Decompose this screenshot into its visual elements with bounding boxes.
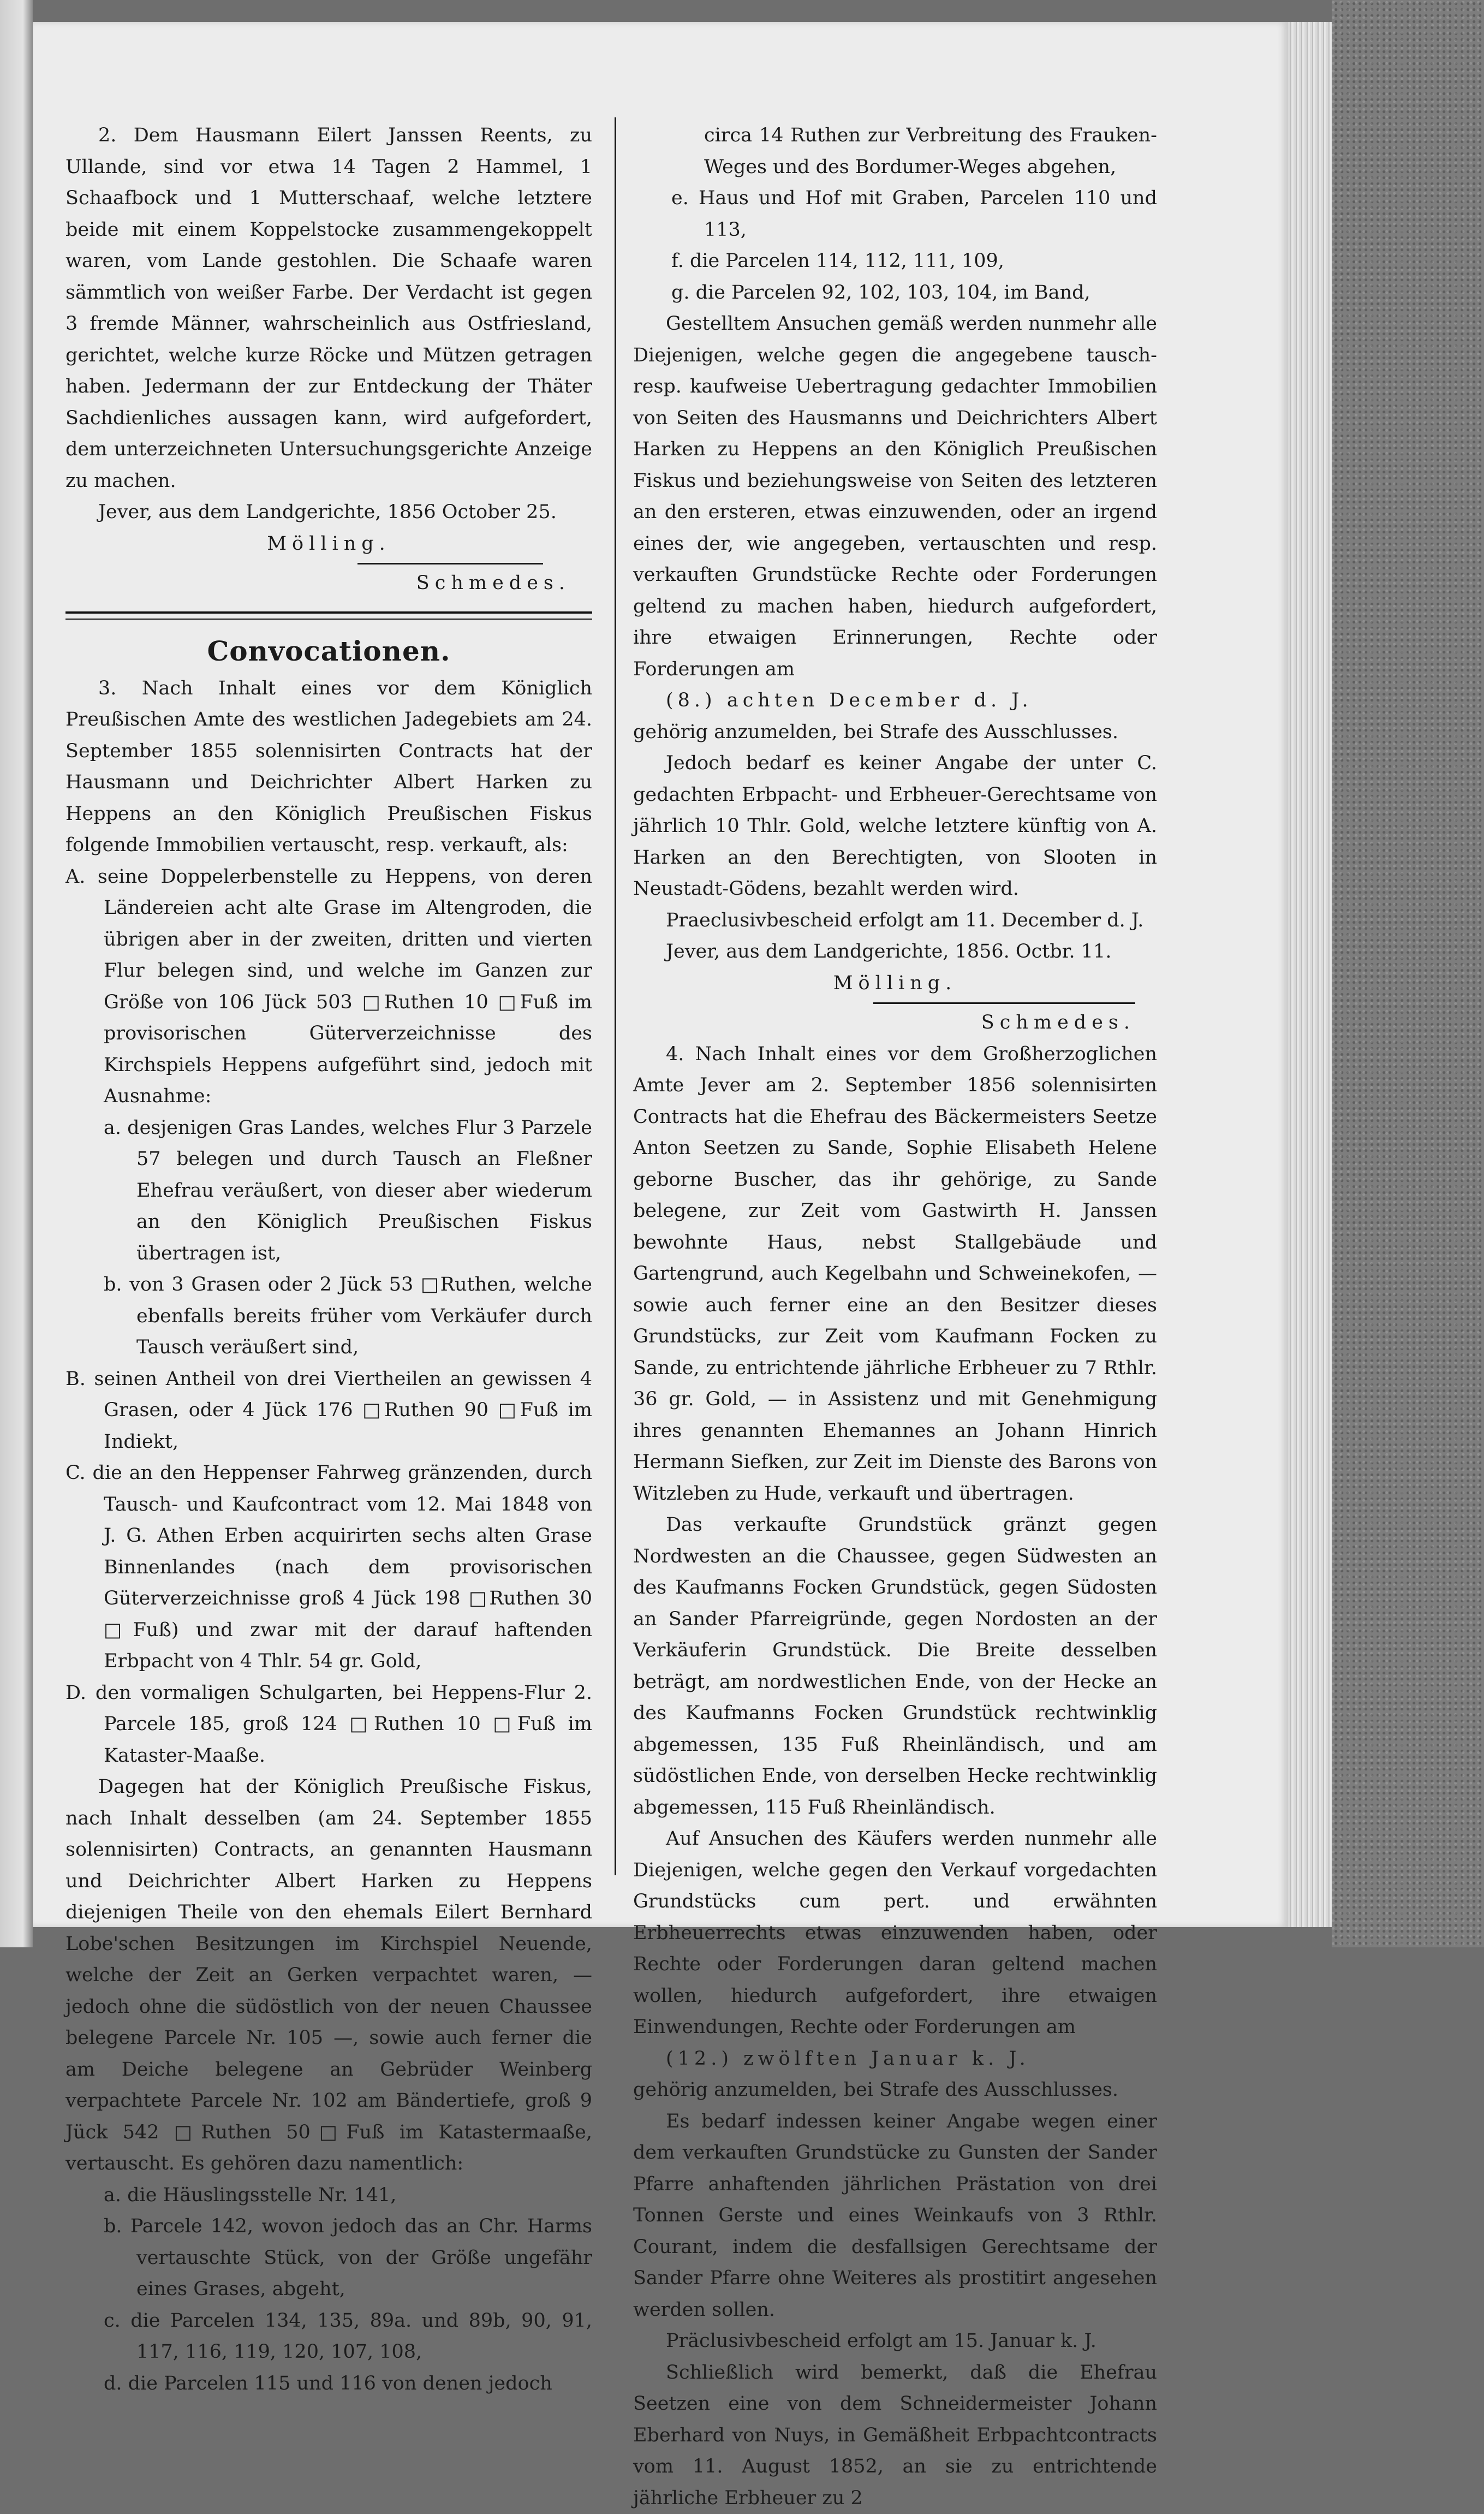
notice-4-register: gehörig anzumelden, bei Strafe des Ausschlusses. xyxy=(633,2075,1157,2106)
list-item-g: g. die Parcelen 92, 102, 103, 104, im Band, xyxy=(633,277,1157,309)
item-A: A. seine Doppelerbenstelle zu Heppens, von deren Ländereien acht alte Grase im Altengroden, die übrigen aber in der zweiten, dritten und vierten Flur belegen sind, und welche im Ganzen zur Größe von 106 Jück 503 □Ruthen 10 □Fuß im provisorischen Güterverzeichnisse des Kirchspiels Heppens aufgeführt sind, jedoch mit Ausnahme: xyxy=(65,861,592,1113)
item-D: D. den vormaligen Schulgarten, bei Heppens-Flur 2. Parcele 185, groß 124 □Ruthen 10 □Fuß im Kataster-Maaße. xyxy=(65,1678,592,1772)
signature-schmedes-2: Schmedes. xyxy=(633,1007,1157,1039)
section-divider xyxy=(65,611,592,620)
item-A-a: a. desjenigen Gras Landes, welches Flur 3 Parzele 57 belegen und durch Tausch an Fleßner Ehefrau veräußert, von dieser aber wiederum an den Königlich Preußischen Fiskus übertragen ist, xyxy=(65,1113,592,1270)
list-item-e: e. Haus und Hof mit Graben, Parcelen 110 und 113, xyxy=(633,183,1157,246)
signature-rule-2 xyxy=(873,1002,1135,1004)
notice-2-place-date: Jever, aus dem Landgerichte, 1856 October 25. xyxy=(65,497,592,528)
left-column xyxy=(65,120,592,2399)
notice-3-preclusion: Praeclusivbescheid erfolgt am 11. December d. J. xyxy=(633,905,1157,937)
signature-moelling-2: Mölling. xyxy=(633,968,1157,1000)
book-cover xyxy=(1332,0,1484,1947)
notice-3: 3. Nach Inhalt eines vor dem Königlich Preußischen Amte des westlichen Jadegebiets am 24. September 1855 solennisirten Contracts hat der Hausmann und Deichrichter Albert Harken zu Heppens an den Königlich Preußischen Fiskus folgende Immobilien vertauscht, resp. verkauft, als: xyxy=(65,673,592,861)
column-divider xyxy=(615,117,616,1875)
adjacent-page-edge xyxy=(0,0,33,1947)
section-heading: Convocationen. xyxy=(65,629,592,673)
list-item-c: c. die Parcelen 134, 135, 89a. und 89b, 90, 91, 117, 116, 119, 120, 107, 108, xyxy=(65,2305,592,2368)
deadline-date-1: (8.) achten December d. J. xyxy=(633,685,1157,717)
signature-moelling: Mölling. xyxy=(65,528,592,560)
page-stack-edge xyxy=(1288,22,1332,1927)
item-B: B. seinen Antheil von drei Viertheilen an gewissen 4 Grasen, oder 4 Jück 176 □Ruthen 90 □Fuß im Indiekt, xyxy=(65,1364,592,1458)
item-A-b: b. von 3 Grasen oder 2 Jück 53 □Ruthen, welche ebenfalls bereits früher vom Verkäufer durch Tausch veräußert sind, xyxy=(65,1269,592,1364)
notice-3-register: gehörig anzumelden, bei Strafe des Ausschlusses. xyxy=(633,717,1157,748)
notice-4-boundaries: Das verkaufte Grundstück gränzt gegen Nordwesten an die Chaussee, gegen Südwesten an des Kaufmanns Focken Grundstück, gegen Südosten an Sander Pfarreigründe, gegen Nordosten an der Verkäuferin Grundstück. Die Breite desselben beträgt, am nordwestlichen Ende, von der Hecke an des Kaufmanns Focken Grundstück rechtwinklig abgemessen, 135 Fuß Rheinländisch, und am südöstlichen Ende, von derselben Hecke rechtwinklig abgemessen, 115 Fuß Rheinländisch. xyxy=(633,1509,1157,1823)
signature-schmedes: Schmedes. xyxy=(65,568,592,599)
notice-4-summons: Auf Ansuchen des Käufers werden nunmehr alle Diejenigen, welche gegen den Verkauf vorgedachten Grundstücks cum pert. und erwähnten Erbheuerrechts etwas einzuwenden haben, oder Rechte oder Forderungen daran geltend machen wollen, hiedurch aufgefordert, ihre etwaigen Einwendungen, Rechte oder Forderungen am xyxy=(633,1823,1157,2043)
notice-4-remark: Schließlich wird bemerkt, daß die Ehefrau Seetzen eine von dem Schneidermeister Johann Eberhard von Nuys, in Gemäßheit Erbpachtcontracts vom 11. August 1852, an sie zu entrichtende jährliche Erbheuer zu 2 xyxy=(633,2357,1157,2514)
right-column xyxy=(633,120,1157,2514)
notice-3-place-date: Jever, aus dem Landgerichte, 1856. Octbr. 11. xyxy=(633,936,1157,968)
deadline-date-2: (12.) zwölften Januar k. J. xyxy=(633,2043,1157,2075)
list-item-b: b. Parcele 142, wovon jedoch das an Chr. Harms vertauschte Stück, von der Größe ungefähr eines Grases, abgeht, xyxy=(65,2211,592,2305)
list-item-f: f. die Parcelen 114, 112, 111, 109, xyxy=(633,246,1157,277)
notice-3-exception: Jedoch bedarf es keiner Angabe der unter C. gedachten Erbpacht- und Erbheuer-Gerechtsame von jährlich 10 Thlr. Gold, welche letztere künftig von A. Harken an den Berechtigten, von Slooten in Neustadt-Gödens, bezahlt werden wird. xyxy=(633,748,1157,905)
notice-3-exchange: Dagegen hat der Königlich Preußische Fiskus, nach Inhalt desselben (am 24. September 1855 solennisirten) Contracts, an genannten Hausmann und Deichrichter Albert Harken zu Heppens diejenigen Theile von den ehemals Eilert Bernhard Lobe'schen Besitzungen im Kirchspiel Neuende, welche der Zeit an Gerken verpachtet waren, — jedoch ohne die südöstlich von der neuen Chaussee belegene Parcele Nr. 105 —, sowie auch ferner die am Deiche belegene an Gebrüder Weinberg verpachtete Parcele Nr. 102 am Bändertiefe, groß 9 Jück 542 □Ruthen 50□Fuß im Katastermaaße, vertauscht. Es gehören dazu namentlich: xyxy=(65,1772,592,2180)
notice-2: 2. Dem Hausmann Eilert Janssen Reents, zu Ullande, sind vor etwa 14 Tagen 2 Hammel, 1 Schaafbock und 1 Mutterschaaf, welche letztere beide mit einem Koppelstocke zusammengekoppelt waren, vom Lande gestohlen. Die Schaafe waren sämmtlich von weißer Farbe. Der Verdacht ist gegen 3 fremde Männer, wahrscheinlich aus Ostfriesland, gerichtet, welche kurze Röcke und Mützen getragen haben. Jedermann der zur Entdeckung der Thäter Sachdienliches aussagen kann, wird aufgefordert, dem unterzeichneten Untersuchungsgerichte Anzeige zu machen. xyxy=(65,120,592,497)
notice-3-summons: Gestelltem Ansuchen gemäß werden nunmehr alle Diejenigen, welche gegen die angegebene tausch- resp. kaufweise Uebertragung gedachter Immobilien von Seiten des Hausmanns und Deichrichters Albert Harken zu Heppens an den Königlich Preußischen Fiskus und beziehungsweise von Seiten des letzteren an den ersteren, etwas einzuwenden, oder an irgend eines der, wie angegeben, vertauschten und resp. verkauften Grundstücke Rechte oder Forderungen geltend zu machen haben, hiedurch aufgefordert, ihre etwaigen Erinnerungen, Rechte oder Forderungen am xyxy=(633,308,1157,685)
notice-4-preclusion: Präclusivbescheid erfolgt am 15. Januar k. J. xyxy=(633,2326,1157,2357)
notice-4-exception: Es bedarf indessen keiner Angabe wegen einer dem verkauften Grundstücke zu Gunsten der Sander Pfarre anhaftenden jährlichen Prästation von drei Tonnen Gerste und eines Weinkaufs von 3 Rthlr. Courant, indem die desfallsigen Gerechtsame der Sander Pfarre ohne Weiteres als prostitirt angesehen werden sollen. xyxy=(633,2106,1157,2326)
list-item-d-continued: circa 14 Ruthen zur Verbreitung des Frauken-Weges und des Bordumer-Weges abgehen, xyxy=(633,120,1157,183)
signature-rule xyxy=(357,563,543,564)
notice-4: 4. Nach Inhalt eines vor dem Großherzoglichen Amte Jever am 2. September 1856 solennisirten Contracts hat die Ehefrau des Bäckermeisters Seetze Anton Seetzen zu Sande, Sophie Elisabeth Helene geborne Buscher, das ihr gehörige, zu Sande belegene, zur Zeit vom Gastwirth H. Janssen bewohnte Haus, nebst Stallgebäude und Gartengrund, auch Kegelbahn und Schweinekofen, — sowie auch ferner eine an den Besitzer dieses Grundstücks, zur Zeit vom Kaufmann Focken zu Sande, zu entrichtende jährliche Erbheuer zu 7 Rthlr. 36 gr. Gold, — in Assistenz und mit Genehmigung ihres genannten Ehemannes an Johann Hinrich Hermann Siefken, zur Zeit im Dienste des Barons von Witzleben zu Hude, verkauft und übertragen. xyxy=(633,1039,1157,1510)
list-item-d: d. die Parcelen 115 und 116 von denen jedoch xyxy=(65,2368,592,2400)
item-C: C. die an den Heppenser Fahrweg gränzenden, durch Tausch- und Kaufcontract vom 12. Mai 1848 von J. G. Athen Erben acquirirten sechs alten Grase Binnenlandes (nach dem provisorischen Güterverzeichnisse groß 4 Jück 198 □Ruthen 30 □Fuß) und zwar mit der darauf haftenden Erbpacht von 4 Thlr. 54 gr. Gold, xyxy=(65,1458,592,1678)
list-item-a: a. die Häuslingsstelle Nr. 141, xyxy=(65,2180,592,2212)
